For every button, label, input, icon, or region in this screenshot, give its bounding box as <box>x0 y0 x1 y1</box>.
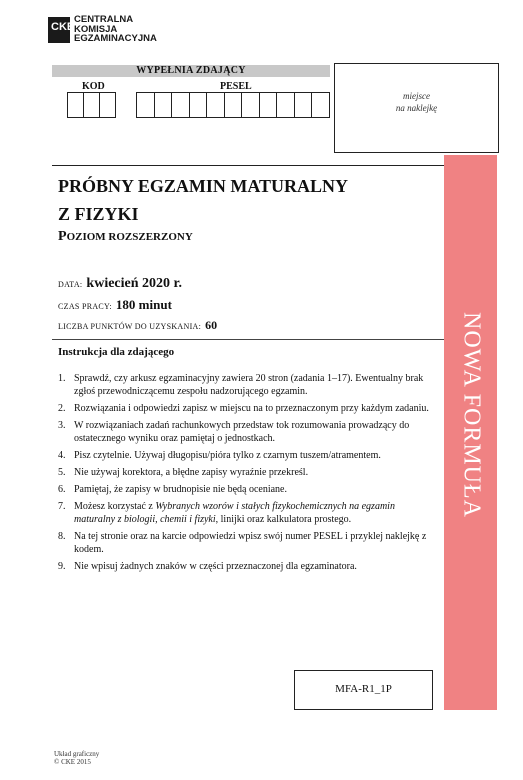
instruction-item <box>58 449 438 462</box>
item-number: 7. <box>58 501 66 512</box>
exam-title-line-2: Z FIZYKI <box>58 204 139 224</box>
logo-line-2: KOMISJA <box>74 23 118 35</box>
item-number: 4. <box>58 450 66 461</box>
divider-middle <box>52 339 444 340</box>
footer-line-2: © CKE 2015 <box>54 758 91 766</box>
kod-input-boxes[interactable] <box>67 92 116 118</box>
level-initial: P <box>58 229 67 244</box>
points-label: LICZBA PUNKTÓW DO UZYSKANIA: <box>58 322 202 331</box>
cke-logo-icon <box>48 17 75 43</box>
item-number: 3. <box>58 420 66 431</box>
exam-title-line-1: PRÓBNY EGZAMIN MATURALNY <box>58 176 348 196</box>
logo-line-1: CENTRALNA <box>74 14 134 25</box>
instruction-item <box>58 560 438 573</box>
footer <box>54 750 99 766</box>
exam-points <box>58 316 217 334</box>
item-text: Nie wpisuj żadnych znaków w części przeznaczonej dla egzaminatora. <box>74 561 357 572</box>
footer-line-1: Układ graficzny <box>54 750 100 758</box>
instruction-item <box>58 500 438 526</box>
sticker-label <box>335 90 498 114</box>
new-formula-label <box>444 265 497 565</box>
item-text: Rozwiązania i odpowiedzi zapisz w miejscu na to przeznaczonym przy każdym zadaniu. <box>74 403 429 414</box>
exam-date <box>58 274 182 292</box>
date-value: kwiecień 2020 r. <box>86 276 182 291</box>
points-value: 60 <box>205 318 218 332</box>
kod-label: KOD <box>82 81 105 92</box>
instructions-list <box>58 372 438 577</box>
item-text: Sprawdź, czy arkusz egzaminacyjny zawiera 20 stron (zadania 1–17). Ewentualny brak zgłoś przewodniczącemu zespołu nadzorującego egzamin. <box>74 373 424 397</box>
item-text: Na tej stronie oraz na karcie odpowiedzi wpisz swój numer PESEL i przyklej naklejkę z kodem. <box>74 531 427 555</box>
exam-code: MFA-R1_1P <box>335 683 392 695</box>
exam-code-box <box>294 670 433 710</box>
item-number: 6. <box>58 484 66 495</box>
logo-abbrev: CKE <box>51 21 75 33</box>
logo-line-3: EGZAMINACYJNA <box>74 33 157 44</box>
item-number: 2. <box>58 403 66 414</box>
item-text: W rozwiązaniach zadań rachunkowych przedstaw tok rozumowania prowadzący do ostatecznego wyniku oraz pamiętaj o jednostkach. <box>74 420 410 444</box>
item-text-italic: Wybranych wzorów i stałych fizykochemicznych na egzamin maturalny z biologii, chemii i fizyki <box>74 501 395 525</box>
item-text: Pamiętaj, że zapisy w brudnopisie nie będą oceniane. <box>74 484 287 495</box>
instruction-item <box>58 419 438 445</box>
pesel-input-boxes[interactable] <box>136 92 330 118</box>
sticker-line-1: miejsce <box>403 91 430 101</box>
item-text: Możesz korzystać z <box>74 501 156 512</box>
sticker-line-2: na naklejkę <box>395 103 438 113</box>
exam-duration <box>58 296 172 314</box>
divider-top <box>52 165 444 166</box>
instructions-heading: Instrukcja dla zdającego <box>58 346 175 358</box>
fill-by-student-bar: WYPEŁNIA ZDAJĄCY <box>52 65 330 77</box>
item-text: Pisz czytelnie. Używaj długopisu/pióra tylko z czarnym tuszem/atramentem. <box>74 450 381 461</box>
time-value: 180 minut <box>115 297 172 312</box>
item-number: 8. <box>58 531 66 542</box>
item-number: 9. <box>58 561 66 572</box>
instruction-item <box>58 483 438 496</box>
instruction-item <box>58 402 438 415</box>
date-label: DATA: <box>58 280 83 289</box>
exam-level <box>58 229 193 245</box>
new-formula-text: NOWA FORMUŁA <box>458 311 484 519</box>
instruction-item <box>58 530 438 556</box>
instruction-item <box>58 372 438 398</box>
item-text-end: , linijki oraz kalkulatora prostego. <box>215 514 352 525</box>
time-label: CZAS PRACY: <box>58 302 112 311</box>
sticker-box <box>334 63 499 153</box>
instruction-item <box>58 466 438 479</box>
level-rest: OZIOM ROZSZERZONY <box>66 231 193 243</box>
item-number: 5. <box>58 467 66 478</box>
pesel-label: PESEL <box>220 81 252 92</box>
logo-text <box>74 15 157 44</box>
item-text: Nie używaj korektora, a błędne zapisy wyraźnie przekreśl. <box>74 467 309 478</box>
item-number: 1. <box>58 373 66 384</box>
